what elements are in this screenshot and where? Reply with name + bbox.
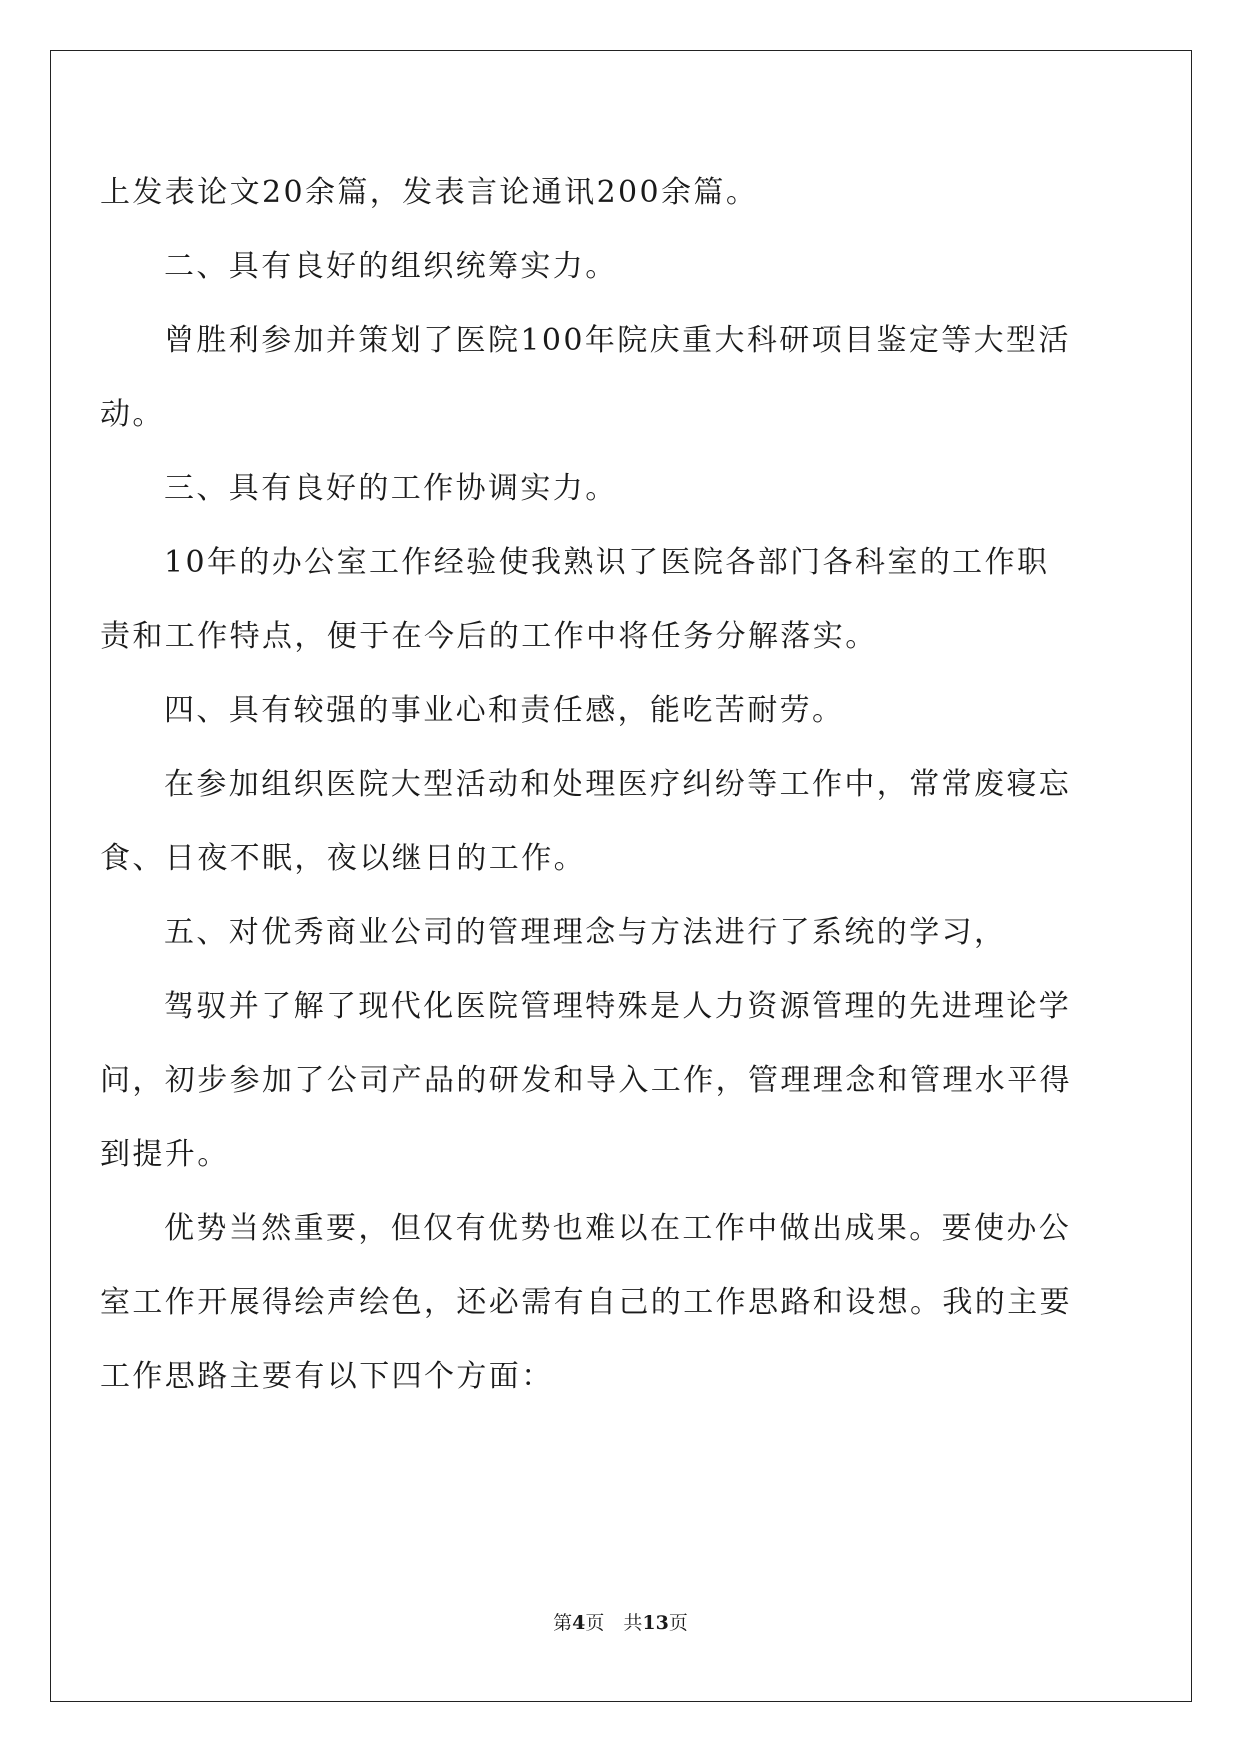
text-line: 10年的办公室工作经验使我熟识了医院各部门各科室的工作职 [164,545,1050,580]
text-line: 室工作开展得绘声绘色，还必需有自己的工作思路和设想。我的主要 [100,1285,1072,1320]
footer-mid: 页 共 [585,1612,643,1634]
text-line: 优势当然重要，但仅有优势也难以在工作中做出成果。要使办公 [164,1211,1072,1246]
footer-prefix: 第 [553,1612,573,1634]
page-footer [0,1608,1241,1635]
text-line: 责和工作特点，便于在今后的工作中将任务分解落实。 [100,619,878,654]
text-line: 上发表论文20余篇，发表言论通讯200余篇。 [100,175,759,210]
text-line: 驾驭并了解了现代化医院管理特殊是人力资源管理的先进理论学 [164,989,1072,1024]
text-line: 到提升。 [100,1137,230,1172]
text-line: 动。 [100,397,165,432]
section-heading: 五、对优秀商业公司的管理理念与方法进行了系统的学习， [164,915,1007,950]
text-line: 在参加组织医院大型活动和处理医疗纠纷等工作中，常常废寝忘 [164,767,1072,802]
page-number: 4 [572,1612,586,1634]
page-total: 13 [642,1612,669,1634]
text-line: 食、日夜不眠，夜以继日的工作。 [100,841,586,876]
section-heading: 二、具有良好的组织统筹实力。 [164,249,618,284]
footer-suffix: 页 [668,1612,688,1634]
section-heading: 三、具有良好的工作协调实力。 [164,471,618,506]
text-line: 工作思路主要有以下四个方面： [100,1359,554,1394]
text-line: 问，初步参加了公司产品的研发和导入工作，管理理念和管理水平得 [100,1063,1072,1098]
text-line: 曾胜利参加并策划了医院100年院庆重大科研项目鉴定等大型活 [164,323,1071,358]
section-heading: 四、具有较强的事业心和责任感，能吃苦耐劳。 [164,693,845,728]
